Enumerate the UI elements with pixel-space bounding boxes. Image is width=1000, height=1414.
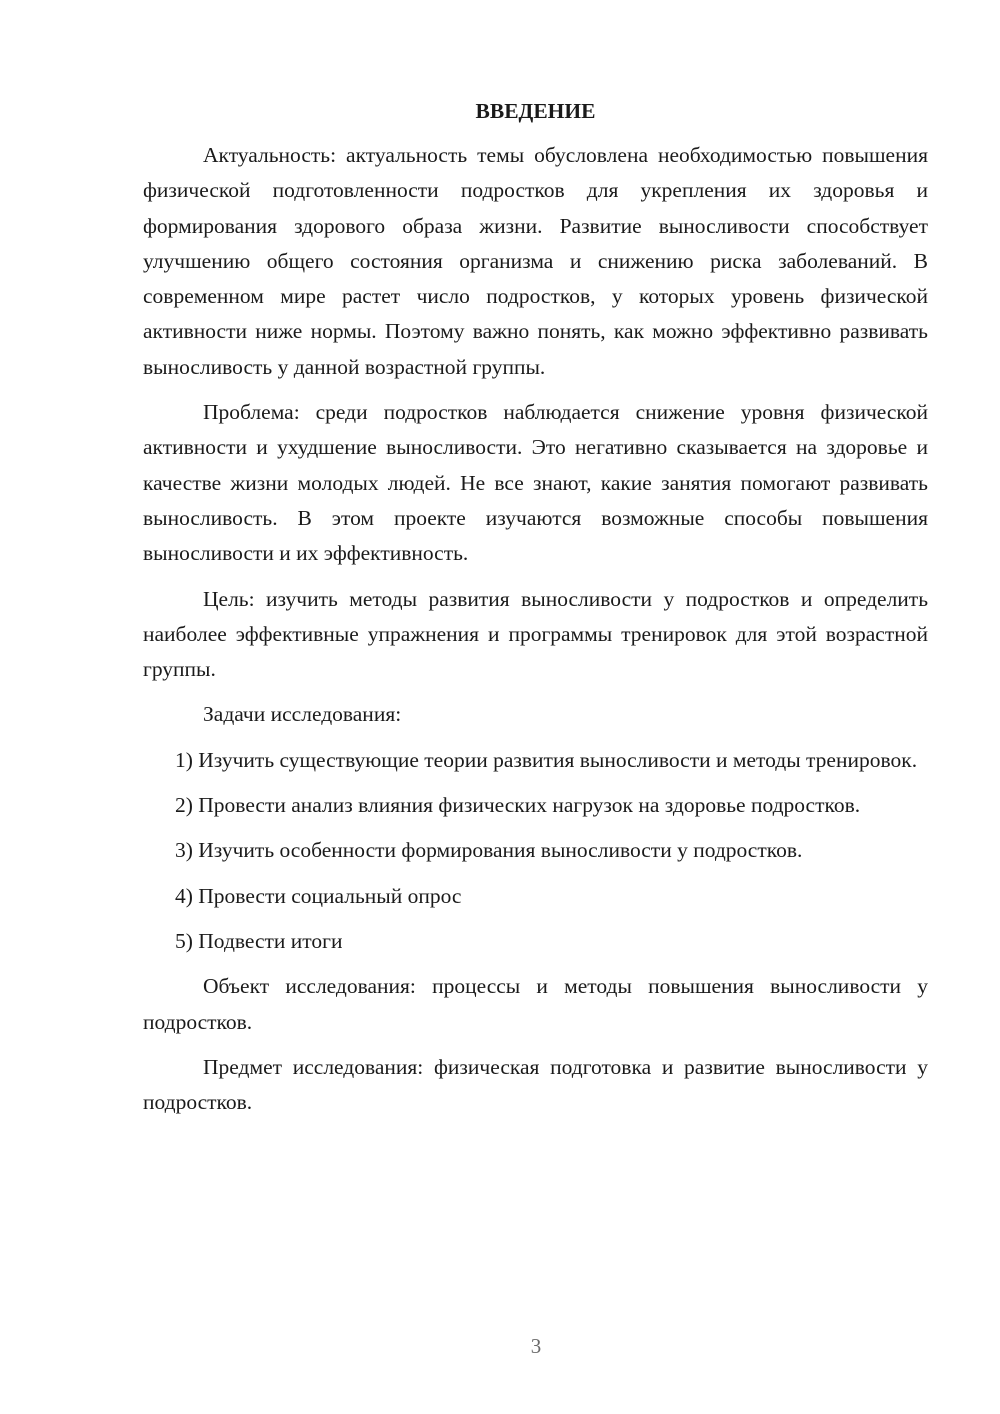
goal-paragraph: Цель: изучить методы развития выносливости у подростков и определить наиболее эффективные упражнения и программы тренировок для этой возрастной группы. [143, 586, 928, 682]
object-paragraph: Объект исследования: процессы и методы повышения выносливости у подростков. [143, 974, 928, 1034]
tasks-heading: Задачи исследования: [203, 702, 402, 727]
task-item-3: 3) Изучить особенности формирования выносливости у подростков. [175, 838, 803, 863]
subject-paragraph: Предмет исследования: физическая подготовка и развитие выносливости у подростков. [143, 1054, 928, 1115]
task-item-4: 4) Провести социальный опрос [175, 883, 462, 908]
page-content [143, 96, 928, 1130]
task-item-2: 2) Провести анализ влияния физических нагрузок на здоровье подростков. [175, 793, 861, 818]
page-title: ВВЕДЕНИЕ [475, 99, 596, 123]
page-number: 3 [530, 1334, 542, 1358]
task-item-5: 5) Подвести итоги [175, 928, 343, 953]
problem-paragraph: Проблема: среди подростков наблюдается снижение уровня физической активности и ухудшение выносливости. Это негативно сказывается на здоровье и качестве жизни молодых людей. Не все знают, какие занятия помогают развивать выносливость. В этом проекте изучаются возможные способы повышения выносливости и их эффективность. [143, 400, 928, 566]
task-item-1: 1) Изучить существующие теории развития выносливости и методы тренировок. [175, 747, 918, 772]
relevance-paragraph: Актуальность: актуальность темы обусловлена необходимостью повышения физической подготовленности подростков для укрепления их здоровья и формирования здорового образа жизни. Развитие выносливости способствует улучшению общего состояния организма и снижению риска заболеваний. В современном мире растет число подростков, у которых уровень физической активности ниже нормы. Поэтому важно понять, как можно эффективно развивать выносливость у данной возрастной группы. [143, 143, 928, 379]
